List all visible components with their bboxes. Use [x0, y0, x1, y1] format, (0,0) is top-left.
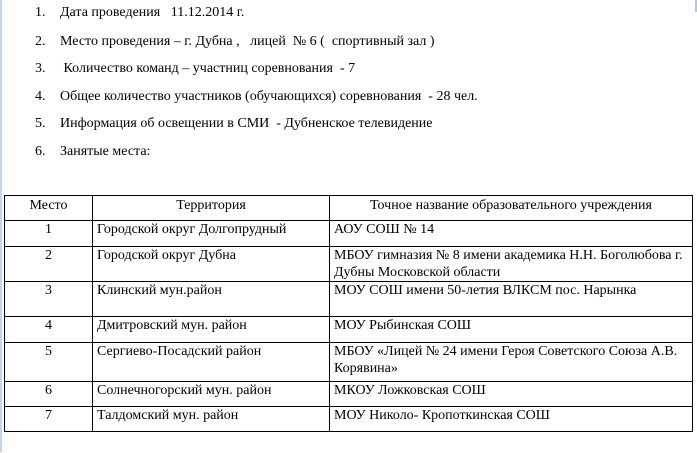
- place-cell: 5: [5, 343, 93, 382]
- column-header-school: Точное название образовательного учреждения: [330, 196, 693, 221]
- place-cell: 6: [5, 382, 93, 407]
- info-text: Информация об освещении в СМИ - Дубненское телевидение: [60, 116, 433, 131]
- school-cell: МОУ Николо- Кропоткинская СОШ: [330, 407, 693, 432]
- list-number: 3.: [35, 61, 46, 76]
- table-row: [5, 282, 693, 317]
- list-number: 4.: [35, 89, 46, 104]
- place-cell: 4: [5, 317, 93, 343]
- info-text: Дата проведения 11.12.2014 г.: [60, 5, 245, 20]
- column-header-place: Место: [5, 196, 93, 221]
- territory-cell: Дмитровский мун. район: [93, 317, 330, 343]
- school-cell: МОУ Рыбинская СОШ: [330, 317, 693, 343]
- school-cell: МОУ СОШ имени 50-летия ВЛКСМ пос. Нарынка: [330, 282, 693, 317]
- list-number: 6.: [35, 144, 46, 159]
- page-left-edge: [0, 0, 2, 452]
- place-cell: 7: [5, 407, 93, 432]
- table-row: [5, 247, 693, 282]
- place-cell: 3: [5, 282, 93, 317]
- place-cell: 2: [5, 247, 93, 282]
- list-number: 5.: [35, 116, 46, 131]
- territory-cell: Городской округ Дубна: [93, 247, 330, 282]
- table-row: [5, 317, 693, 343]
- column-header-territory: Территория: [93, 196, 330, 221]
- info-text: Занятые места:: [60, 144, 151, 159]
- territory-cell: Солнечногорский мун. район: [93, 382, 330, 407]
- info-text: Количество команд – участниц соревнования - 7: [60, 61, 356, 76]
- table-row: [5, 221, 693, 247]
- territory-cell: Талдомский мун. район: [93, 407, 330, 432]
- results-table: [4, 195, 693, 432]
- place-cell: 1: [5, 221, 93, 247]
- list-number: 1.: [35, 5, 46, 20]
- table-row: [5, 382, 693, 407]
- territory-cell: Клинский мун.район: [93, 282, 330, 317]
- school-cell: МБОУ гимназия № 8 имени академика Н.Н. Боголюбова г. Дубны Московской области: [330, 247, 693, 282]
- school-cell: МКОУ Ложковская СОШ: [330, 382, 693, 407]
- territory-cell: Городской округ Долгопрудный: [93, 221, 330, 247]
- school-cell: МБОУ «Лицей № 24 имени Героя Советского Союза А.В. Корявина»: [330, 343, 693, 382]
- table-row: [5, 343, 693, 382]
- school-cell: АОУ СОШ № 14: [330, 221, 693, 247]
- table-header-row: [5, 196, 693, 221]
- territory-cell: Сергиево-Посадский район: [93, 343, 330, 382]
- table-row: [5, 407, 693, 432]
- info-text: Место проведения – г. Дубна , лицей № 6 ( спортивный зал ): [60, 34, 435, 49]
- info-text: Общее количество участников (обучающихся) соревнования - 28 чел.: [60, 89, 478, 104]
- list-number: 2.: [35, 34, 46, 49]
